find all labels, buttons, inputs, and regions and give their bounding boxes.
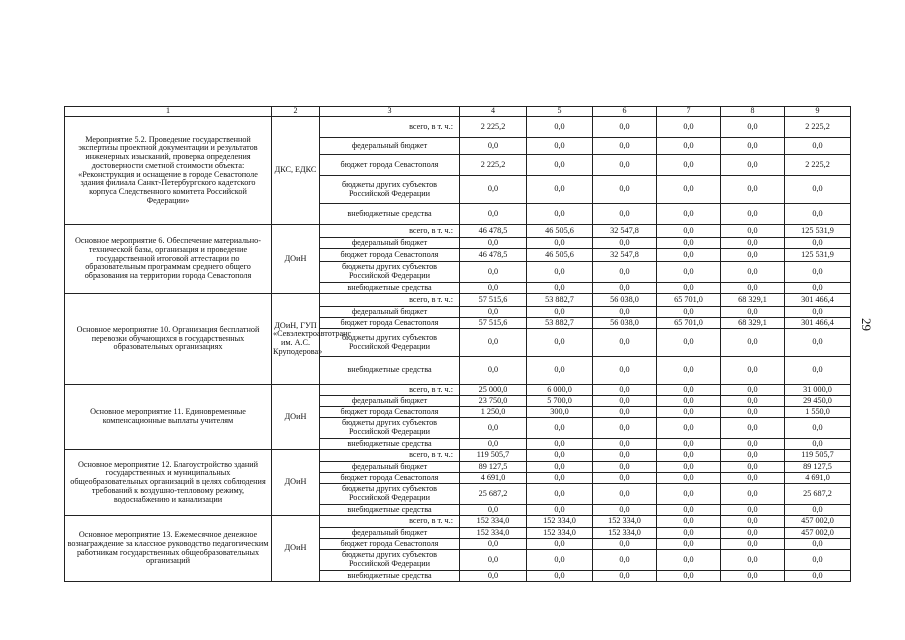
value-cell-col-7: 0,0 bbox=[657, 473, 721, 484]
value-cell-col-4: 46 478,5 bbox=[460, 249, 527, 262]
value-cell-col-6: 0,0 bbox=[593, 473, 657, 484]
value-cell-col-8: 0,0 bbox=[721, 450, 785, 462]
value-cell-col-7: 0,0 bbox=[657, 550, 721, 571]
value-cell-col-8: 0,0 bbox=[721, 225, 785, 238]
value-cell-col-5: 46 505,6 bbox=[527, 225, 593, 238]
header-cell-7: 7 bbox=[657, 107, 721, 117]
value-cell-col-8: 0,0 bbox=[721, 357, 785, 385]
value-cell-col-6: 0,0 bbox=[593, 357, 657, 385]
value-cell-col-9: 25 687,2 bbox=[785, 484, 851, 505]
value-cell-col-5: 6 000,0 bbox=[527, 385, 593, 396]
executor-cell: ДОиН bbox=[272, 385, 320, 450]
value-cell-col-9: 1 550,0 bbox=[785, 407, 851, 418]
value-cell-col-6: 0,0 bbox=[593, 407, 657, 418]
value-cell-col-8: 0,0 bbox=[721, 176, 785, 204]
budget-table bbox=[64, 106, 851, 582]
funding-source-cell: внебюджетные средства bbox=[320, 283, 460, 294]
value-cell-col-7: 0,0 bbox=[657, 439, 721, 450]
funding-source-cell: бюджеты других субъектов Российской Федерации bbox=[320, 329, 460, 357]
value-cell-col-5: 0,0 bbox=[527, 307, 593, 318]
measure-name-cell: Основное мероприятие 11. Единовременные компенсационные выплаты учителям bbox=[65, 385, 272, 450]
value-cell-col-5: 53 882,7 bbox=[527, 318, 593, 329]
value-cell-col-8: 0,0 bbox=[721, 262, 785, 283]
value-cell-col-8: 0,0 bbox=[721, 571, 785, 582]
measure-name-cell: Основное мероприятие 6. Обеспечение материально-технической базы, организация и проведение государственной итоговой аттестации по образовательным программам среднего общего образования на территории города Севастополя bbox=[65, 225, 272, 294]
value-cell-col-8: 0,0 bbox=[721, 539, 785, 550]
value-cell-col-7: 0,0 bbox=[657, 450, 721, 462]
value-cell-col-4: 25 687,2 bbox=[460, 484, 527, 505]
value-cell-col-7: 0,0 bbox=[657, 238, 721, 249]
value-cell-col-7: 0,0 bbox=[657, 176, 721, 204]
value-cell-col-9: 0,0 bbox=[785, 204, 851, 225]
measure-name-cell: Основное мероприятие 10. Организация бесплатной перевозки обучающихся в государственных образовательных организациях bbox=[65, 294, 272, 385]
header-cell-9: 9 bbox=[785, 107, 851, 117]
value-cell-col-8: 0,0 bbox=[721, 484, 785, 505]
funding-source-cell: внебюджетные средства bbox=[320, 439, 460, 450]
value-cell-col-7: 0,0 bbox=[657, 307, 721, 318]
table-row bbox=[65, 225, 851, 238]
funding-source-cell: бюджет города Севастополя bbox=[320, 318, 460, 329]
value-cell-col-4: 23 750,0 bbox=[460, 396, 527, 407]
value-cell-col-9: 457 002,0 bbox=[785, 516, 851, 528]
value-cell-col-6: 0,0 bbox=[593, 439, 657, 450]
value-cell-col-7: 0,0 bbox=[657, 462, 721, 473]
funding-source-cell: всего, в т. ч.: bbox=[320, 225, 460, 238]
value-cell-col-8: 0,0 bbox=[721, 505, 785, 516]
header-cell-1: 1 bbox=[65, 107, 272, 117]
value-cell-col-4: 152 334,0 bbox=[460, 528, 527, 539]
value-cell-col-9: 301 466,4 bbox=[785, 318, 851, 329]
value-cell-col-9: 0,0 bbox=[785, 329, 851, 357]
funding-source-cell: федеральный бюджет bbox=[320, 396, 460, 407]
value-cell-col-9: 0,0 bbox=[785, 238, 851, 249]
value-cell-col-5: 53 882,7 bbox=[527, 294, 593, 307]
funding-source-cell: всего, в т. ч.: bbox=[320, 385, 460, 396]
value-cell-col-5: 0,0 bbox=[527, 462, 593, 473]
funding-source-cell: федеральный бюджет bbox=[320, 238, 460, 249]
value-cell-col-5: 0,0 bbox=[527, 329, 593, 357]
value-cell-col-9: 0,0 bbox=[785, 307, 851, 318]
table-row bbox=[65, 516, 851, 528]
value-cell-col-4: 119 505,7 bbox=[460, 450, 527, 462]
value-cell-col-4: 25 000,0 bbox=[460, 385, 527, 396]
value-cell-col-8: 0,0 bbox=[721, 283, 785, 294]
value-cell-col-7: 0,0 bbox=[657, 385, 721, 396]
value-cell-col-8: 0,0 bbox=[721, 473, 785, 484]
header-row bbox=[65, 107, 851, 117]
value-cell-col-4: 0,0 bbox=[460, 283, 527, 294]
value-cell-col-6: 0,0 bbox=[593, 396, 657, 407]
value-cell-col-6: 152 334,0 bbox=[593, 528, 657, 539]
funding-source-cell: бюджеты других субъектов Российской Федерации bbox=[320, 176, 460, 204]
value-cell-col-6: 56 038,0 bbox=[593, 318, 657, 329]
value-cell-col-8: 68 329,1 bbox=[721, 294, 785, 307]
funding-source-cell: федеральный бюджет bbox=[320, 138, 460, 155]
value-cell-col-4: 1 250,0 bbox=[460, 407, 527, 418]
value-cell-col-4: 0,0 bbox=[460, 307, 527, 318]
value-cell-col-6: 0,0 bbox=[593, 385, 657, 396]
value-cell-col-9: 89 127,5 bbox=[785, 462, 851, 473]
value-cell-col-8: 68 329,1 bbox=[721, 318, 785, 329]
measure-name-cell: Основное мероприятие 13. Ежемесячное денежное вознаграждение за классное руководство педагогическим работникам государственных общеобразовательных организаций bbox=[65, 516, 272, 582]
value-cell-col-6: 0,0 bbox=[593, 307, 657, 318]
value-cell-col-4: 46 478,5 bbox=[460, 225, 527, 238]
funding-source-cell: внебюджетные средства bbox=[320, 571, 460, 582]
value-cell-col-9: 0,0 bbox=[785, 550, 851, 571]
value-cell-col-9: 4 691,0 bbox=[785, 473, 851, 484]
budget-table-sheet bbox=[64, 106, 850, 582]
funding-source-cell: бюджеты других субъектов Российской Федерации bbox=[320, 550, 460, 571]
value-cell-col-7: 0,0 bbox=[657, 138, 721, 155]
funding-source-cell: всего, в т. ч.: bbox=[320, 516, 460, 528]
value-cell-col-5: 0,0 bbox=[527, 204, 593, 225]
value-cell-col-9: 125 531,9 bbox=[785, 225, 851, 238]
value-cell-col-7: 0,0 bbox=[657, 571, 721, 582]
value-cell-col-6: 0,0 bbox=[593, 550, 657, 571]
funding-source-cell: всего, в т. ч.: bbox=[320, 294, 460, 307]
funding-source-cell: бюджет города Севастополя bbox=[320, 539, 460, 550]
value-cell-col-8: 0,0 bbox=[721, 238, 785, 249]
funding-source-cell: бюджеты других субъектов Российской Федерации bbox=[320, 484, 460, 505]
funding-source-cell: федеральный бюджет bbox=[320, 462, 460, 473]
value-cell-col-4: 57 515,6 bbox=[460, 318, 527, 329]
value-cell-col-4: 0,0 bbox=[460, 204, 527, 225]
value-cell-col-9: 0,0 bbox=[785, 138, 851, 155]
value-cell-col-9: 0,0 bbox=[785, 539, 851, 550]
value-cell-col-7: 0,0 bbox=[657, 505, 721, 516]
value-cell-col-9: 0,0 bbox=[785, 439, 851, 450]
value-cell-col-5: 0,0 bbox=[527, 418, 593, 439]
value-cell-col-6: 32 547,8 bbox=[593, 249, 657, 262]
value-cell-col-6: 0,0 bbox=[593, 138, 657, 155]
table-row bbox=[65, 117, 851, 138]
value-cell-col-9: 125 531,9 bbox=[785, 249, 851, 262]
value-cell-col-7: 65 701,0 bbox=[657, 318, 721, 329]
value-cell-col-8: 0,0 bbox=[721, 138, 785, 155]
value-cell-col-7: 0,0 bbox=[657, 117, 721, 138]
value-cell-col-9: 0,0 bbox=[785, 283, 851, 294]
value-cell-col-5: 0,0 bbox=[527, 539, 593, 550]
value-cell-col-7: 0,0 bbox=[657, 262, 721, 283]
value-cell-col-6: 0,0 bbox=[593, 204, 657, 225]
value-cell-col-4: 0,0 bbox=[460, 329, 527, 357]
value-cell-col-4: 0,0 bbox=[460, 505, 527, 516]
funding-source-cell: бюджет города Севастополя bbox=[320, 407, 460, 418]
value-cell-col-9: 119 505,7 bbox=[785, 450, 851, 462]
value-cell-col-4: 0,0 bbox=[460, 138, 527, 155]
value-cell-col-6: 0,0 bbox=[593, 262, 657, 283]
value-cell-col-7: 0,0 bbox=[657, 329, 721, 357]
value-cell-col-9: 0,0 bbox=[785, 357, 851, 385]
value-cell-col-5: 0,0 bbox=[527, 473, 593, 484]
value-cell-col-7: 0,0 bbox=[657, 528, 721, 539]
value-cell-col-4: 0,0 bbox=[460, 176, 527, 204]
measure-name-cell: Основное мероприятие 12. Благоустройство зданий государственных и муниципальных общеобразовательных организаций в целях соблюдения требований к воздушно-тепловому режиму, водоснабжению и канализации bbox=[65, 450, 272, 516]
measure-name-cell: Мероприятие 5.2. Проведение государственной экспертизы проектной документации и результатов инженерных изысканий, проверка определения достоверности сметной стоимости объекта: «Реконструкция и оснащение в городе Севастополе здания филиала Санкт-Петербургского кадетского корпуса Следственного комитета Российской Федерации» bbox=[65, 117, 272, 225]
funding-source-cell: федеральный бюджет bbox=[320, 528, 460, 539]
value-cell-col-7: 0,0 bbox=[657, 357, 721, 385]
value-cell-col-4: 0,0 bbox=[460, 357, 527, 385]
table-row bbox=[65, 385, 851, 396]
value-cell-col-8: 0,0 bbox=[721, 117, 785, 138]
value-cell-col-9: 457 002,0 bbox=[785, 528, 851, 539]
value-cell-col-7: 0,0 bbox=[657, 249, 721, 262]
value-cell-col-5: 152 334,0 bbox=[527, 528, 593, 539]
value-cell-col-6: 0,0 bbox=[593, 571, 657, 582]
funding-source-cell: бюджеты других субъектов Российской Федерации bbox=[320, 418, 460, 439]
value-cell-col-5: 0,0 bbox=[527, 484, 593, 505]
value-cell-col-8: 0,0 bbox=[721, 249, 785, 262]
executor-cell: ДКС, ЕДКС bbox=[272, 117, 320, 225]
value-cell-col-5: 0,0 bbox=[527, 138, 593, 155]
value-cell-col-6: 0,0 bbox=[593, 117, 657, 138]
value-cell-col-7: 0,0 bbox=[657, 407, 721, 418]
table-row bbox=[65, 294, 851, 307]
value-cell-col-7: 0,0 bbox=[657, 396, 721, 407]
value-cell-col-6: 56 038,0 bbox=[593, 294, 657, 307]
header-cell-4: 4 bbox=[460, 107, 527, 117]
funding-source-cell: бюджет города Севастополя bbox=[320, 155, 460, 176]
value-cell-col-8: 0,0 bbox=[721, 407, 785, 418]
funding-source-cell: бюджет города Севастополя bbox=[320, 473, 460, 484]
value-cell-col-7: 0,0 bbox=[657, 155, 721, 176]
value-cell-col-4: 0,0 bbox=[460, 571, 527, 582]
value-cell-col-8: 0,0 bbox=[721, 462, 785, 473]
header-cell-3: 3 bbox=[320, 107, 460, 117]
funding-source-cell: внебюджетные средства bbox=[320, 357, 460, 385]
value-cell-col-7: 0,0 bbox=[657, 418, 721, 439]
funding-source-cell: всего, в т. ч.: bbox=[320, 117, 460, 138]
value-cell-col-4: 2 225,2 bbox=[460, 155, 527, 176]
value-cell-col-6: 0,0 bbox=[593, 155, 657, 176]
table-body bbox=[65, 107, 851, 582]
value-cell-col-4: 152 334,0 bbox=[460, 516, 527, 528]
value-cell-col-8: 0,0 bbox=[721, 155, 785, 176]
value-cell-col-4: 4 691,0 bbox=[460, 473, 527, 484]
executor-cell: ДОиН bbox=[272, 225, 320, 294]
value-cell-col-5: 0,0 bbox=[527, 571, 593, 582]
funding-source-cell: федеральный бюджет bbox=[320, 307, 460, 318]
value-cell-col-5: 0,0 bbox=[527, 439, 593, 450]
value-cell-col-5: 0,0 bbox=[527, 262, 593, 283]
value-cell-col-8: 0,0 bbox=[721, 307, 785, 318]
value-cell-col-8: 0,0 bbox=[721, 396, 785, 407]
value-cell-col-4: 57 515,6 bbox=[460, 294, 527, 307]
value-cell-col-7: 0,0 bbox=[657, 539, 721, 550]
value-cell-col-7: 65 701,0 bbox=[657, 294, 721, 307]
value-cell-col-7: 0,0 bbox=[657, 204, 721, 225]
value-cell-col-5: 0,0 bbox=[527, 505, 593, 516]
value-cell-col-6: 0,0 bbox=[593, 176, 657, 204]
value-cell-col-5: 0,0 bbox=[527, 117, 593, 138]
header-cell-6: 6 bbox=[593, 107, 657, 117]
value-cell-col-9: 0,0 bbox=[785, 505, 851, 516]
value-cell-col-5: 152 334,0 bbox=[527, 516, 593, 528]
value-cell-col-5: 0,0 bbox=[527, 238, 593, 249]
value-cell-col-6: 32 547,8 bbox=[593, 225, 657, 238]
value-cell-col-4: 0,0 bbox=[460, 550, 527, 571]
value-cell-col-6: 152 334,0 bbox=[593, 516, 657, 528]
funding-source-cell: внебюджетные средства bbox=[320, 505, 460, 516]
value-cell-col-4: 89 127,5 bbox=[460, 462, 527, 473]
value-cell-col-9: 0,0 bbox=[785, 176, 851, 204]
value-cell-col-9: 29 450,0 bbox=[785, 396, 851, 407]
value-cell-col-5: 0,0 bbox=[527, 550, 593, 571]
executor-cell: ДОиН bbox=[272, 516, 320, 582]
value-cell-col-5: 5 700,0 bbox=[527, 396, 593, 407]
value-cell-col-8: 0,0 bbox=[721, 439, 785, 450]
page-number: 29 bbox=[859, 318, 874, 331]
value-cell-col-8: 0,0 bbox=[721, 204, 785, 225]
value-cell-col-5: 0,0 bbox=[527, 357, 593, 385]
value-cell-col-4: 0,0 bbox=[460, 439, 527, 450]
value-cell-col-5: 0,0 bbox=[527, 450, 593, 462]
funding-source-cell: бюджет города Севастополя bbox=[320, 249, 460, 262]
value-cell-col-5: 300,0 bbox=[527, 407, 593, 418]
funding-source-cell: всего, в т. ч.: bbox=[320, 450, 460, 462]
executor-cell: ДОиН, ГУП «Севэлектроавтотранс им. А.С. Круподерова» bbox=[272, 294, 320, 385]
value-cell-col-6: 0,0 bbox=[593, 238, 657, 249]
executor-cell: ДОиН bbox=[272, 450, 320, 516]
value-cell-col-9: 2 225,2 bbox=[785, 155, 851, 176]
value-cell-col-6: 0,0 bbox=[593, 505, 657, 516]
value-cell-col-8: 0,0 bbox=[721, 528, 785, 539]
value-cell-col-6: 0,0 bbox=[593, 462, 657, 473]
value-cell-col-7: 0,0 bbox=[657, 516, 721, 528]
value-cell-col-4: 2 225,2 bbox=[460, 117, 527, 138]
table-row bbox=[65, 450, 851, 462]
value-cell-col-7: 0,0 bbox=[657, 283, 721, 294]
value-cell-col-5: 0,0 bbox=[527, 155, 593, 176]
value-cell-col-8: 0,0 bbox=[721, 550, 785, 571]
value-cell-col-5: 0,0 bbox=[527, 176, 593, 204]
value-cell-col-4: 0,0 bbox=[460, 418, 527, 439]
funding-source-cell: внебюджетные средства bbox=[320, 204, 460, 225]
value-cell-col-9: 0,0 bbox=[785, 262, 851, 283]
value-cell-col-9: 0,0 bbox=[785, 571, 851, 582]
value-cell-col-5: 46 505,6 bbox=[527, 249, 593, 262]
value-cell-col-9: 31 000,0 bbox=[785, 385, 851, 396]
value-cell-col-4: 0,0 bbox=[460, 539, 527, 550]
value-cell-col-6: 0,0 bbox=[593, 283, 657, 294]
value-cell-col-6: 0,0 bbox=[593, 539, 657, 550]
value-cell-col-6: 0,0 bbox=[593, 329, 657, 357]
value-cell-col-8: 0,0 bbox=[721, 418, 785, 439]
value-cell-col-7: 0,0 bbox=[657, 484, 721, 505]
value-cell-col-7: 0,0 bbox=[657, 225, 721, 238]
header-cell-5: 5 bbox=[527, 107, 593, 117]
value-cell-col-8: 0,0 bbox=[721, 385, 785, 396]
funding-source-cell: бюджеты других субъектов Российской Федерации bbox=[320, 262, 460, 283]
header-cell-2: 2 bbox=[272, 107, 320, 117]
value-cell-col-9: 2 225,2 bbox=[785, 117, 851, 138]
value-cell-col-5: 0,0 bbox=[527, 283, 593, 294]
value-cell-col-4: 0,0 bbox=[460, 238, 527, 249]
header-cell-8: 8 bbox=[721, 107, 785, 117]
value-cell-col-8: 0,0 bbox=[721, 329, 785, 357]
value-cell-col-6: 0,0 bbox=[593, 484, 657, 505]
value-cell-col-8: 0,0 bbox=[721, 516, 785, 528]
value-cell-col-4: 0,0 bbox=[460, 262, 527, 283]
value-cell-col-9: 0,0 bbox=[785, 418, 851, 439]
value-cell-col-6: 0,0 bbox=[593, 450, 657, 462]
value-cell-col-9: 301 466,4 bbox=[785, 294, 851, 307]
value-cell-col-6: 0,0 bbox=[593, 418, 657, 439]
